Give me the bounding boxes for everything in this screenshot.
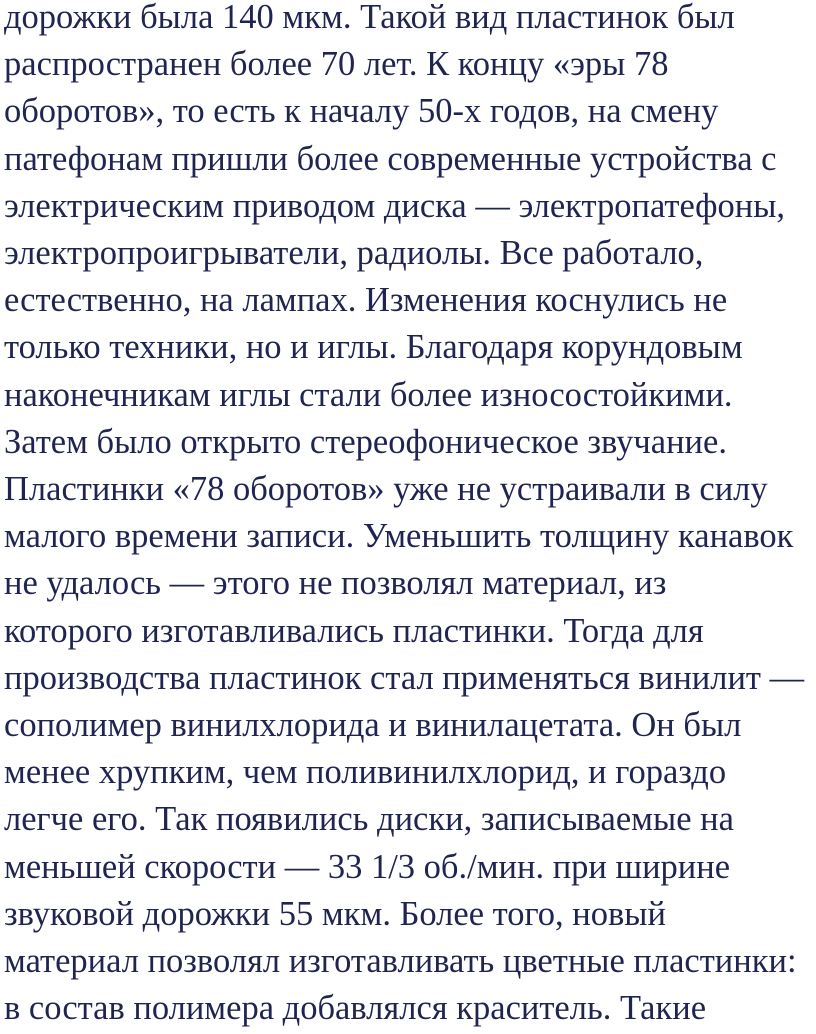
text-line: легче его. Так появились диски, записываемые на [4, 800, 734, 839]
body-text [4, 0, 812, 1032]
text-line: дорожки была 140 мкм. Такой вид пластинок был [4, 0, 735, 36]
text-line: электрическим приводом диска — электропатефоны, [4, 186, 786, 225]
text-line: звуковой дорожки 55 мкм. Более того, новый [4, 894, 666, 933]
text-line: в состав полимера добавлялся краситель. Такие [4, 989, 707, 1028]
text-line: которого изготавливались пластинки. Тогда для [4, 611, 704, 650]
text-line: распространен более 70 лет. К концу «эры 78 [4, 45, 669, 84]
text-line: менее хрупким, чем поливинилхлорид, и гораздо [4, 753, 727, 792]
text-line: только техники, но и иглы. Благодаря корундовым [4, 328, 743, 367]
text-line: наконечникам иглы стали более износостойкими. [4, 375, 733, 414]
text-line: электропроигрыватели, радиолы. Все работало, [4, 234, 704, 273]
text-line: малого времени записи. Уменьшить толщину канавок [4, 517, 794, 556]
text-line: оборотов», то есть к началу 50-х годов, на смену [4, 92, 719, 131]
text-line: сополимер винилхлорида и винилацетата. Он был [4, 706, 742, 745]
text-line: материал позволял изготавливать цветные пластинки: [4, 942, 797, 981]
text-line: естественно, на лампах. Изменения коснулись не [4, 281, 728, 320]
text-line: патефонам пришли более современные устройства с [4, 139, 777, 178]
text-line: Пластинки «78 оборотов» уже не устраивали в силу [4, 470, 768, 509]
text-line: производства пластинок стал применяться винилит — [4, 658, 805, 697]
text-line: меньшей скорости — 33 1/3 об./мин. при ширине [4, 847, 731, 886]
text-line: не удалось — этого не позволял материал, из [4, 564, 667, 603]
text-line: Затем было открыто стереофоническое звучание. [4, 422, 727, 461]
